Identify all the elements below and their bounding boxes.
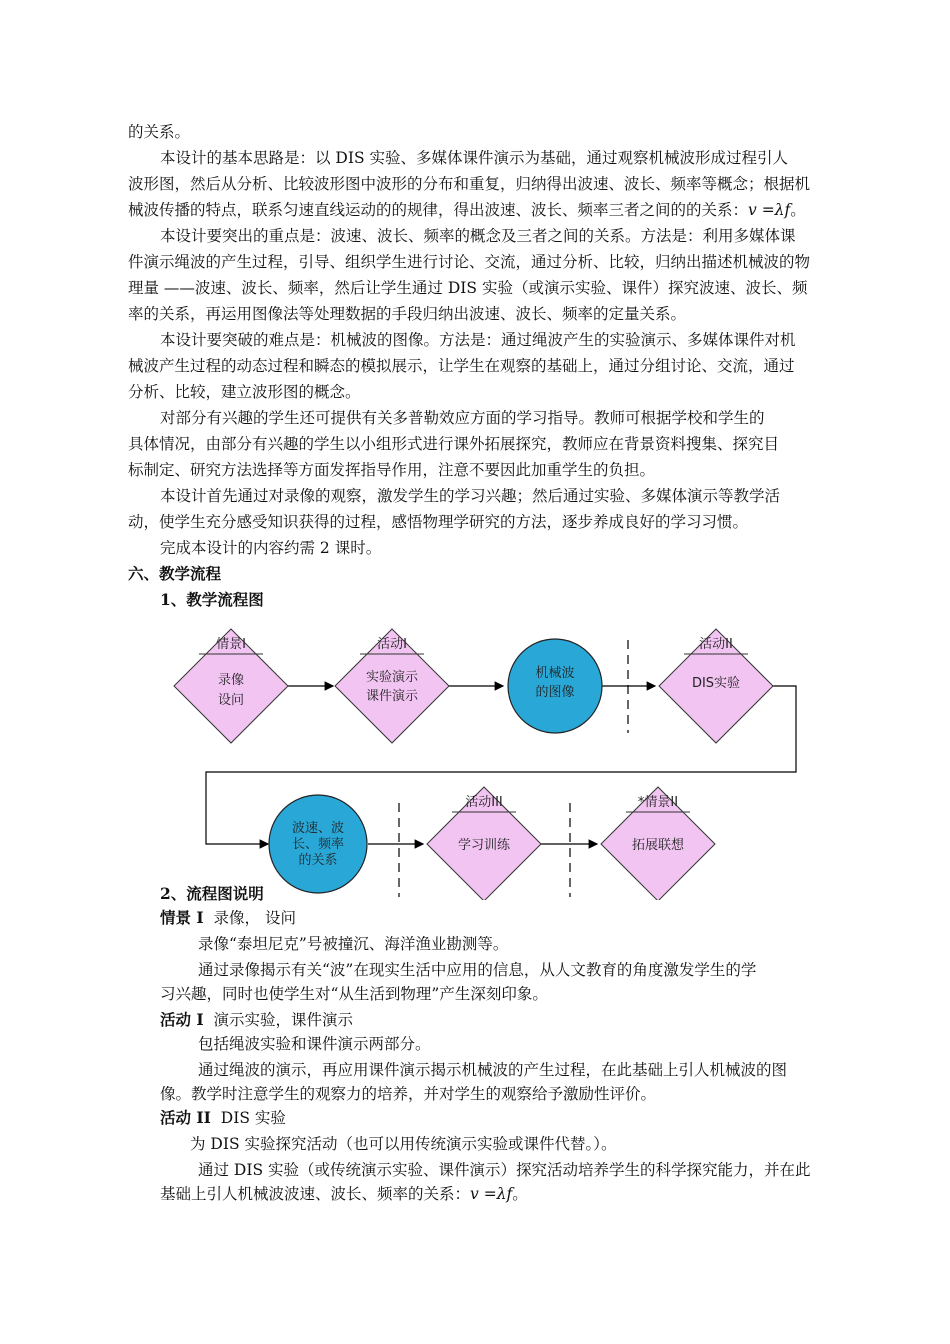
text-line: 动，使学生充分感受知识获得的过程，感悟物理学研究的方法，逐步养成良好的学习习惯。 bbox=[128, 513, 749, 531]
formula: v =λf bbox=[470, 1185, 513, 1203]
node-label: 录像 bbox=[217, 673, 245, 688]
flow-node-wave-graph bbox=[508, 639, 602, 733]
text-line bbox=[160, 1182, 528, 1206]
formula: v =λf bbox=[748, 201, 791, 219]
text-line: 本设计首先通过对录像的观察，激发学生的学习兴趣；然后通过实验、多媒体演示等教学活 bbox=[160, 487, 781, 505]
text-span: 。 bbox=[790, 201, 806, 219]
text-line: 包括绳波实验和课件演示两部分。 bbox=[198, 1035, 431, 1053]
node-label: 拓展联想 bbox=[631, 838, 685, 853]
text-line: 械波产生过程的动态过程和瞬态的模拟展示，让学生在观察的基础上，通过分组讨论、交流，通过 bbox=[128, 357, 795, 375]
node-label: 课件演示 bbox=[365, 689, 419, 704]
node-title: 活动II bbox=[699, 637, 733, 652]
text-line: 通过录像揭示有关“波”在现实生活中应用的信息，从人文教育的角度激发学生的学 bbox=[198, 961, 757, 979]
flow-node-wave-relation bbox=[269, 795, 367, 893]
node-label: DIS实验 bbox=[691, 676, 741, 691]
text-span: 。 bbox=[512, 1185, 528, 1203]
node-title: 活动III bbox=[465, 795, 503, 810]
text-line: 本设计要突破的难点是：机械波的图像。方法是：通过绳波产生的实验演示、多媒体课件对机 bbox=[160, 331, 796, 349]
node-label: 波速、波 bbox=[291, 821, 345, 836]
node-label: 长、频率 bbox=[291, 837, 345, 852]
node-label: 机械波 bbox=[535, 666, 575, 681]
flow-node-scene-2 bbox=[601, 787, 715, 900]
text-line: 通过绳波的演示，再应用课件演示揭示机械波的产生过程，在此基础上引人机械波的图 bbox=[198, 1061, 788, 1079]
flow-node-activity-3 bbox=[427, 787, 541, 900]
desc-heading-label: 活动 I bbox=[160, 1010, 204, 1029]
desc-heading-label: 活动 II bbox=[160, 1108, 211, 1127]
text-line bbox=[128, 198, 806, 222]
desc-heading bbox=[160, 1106, 286, 1130]
text-line: 的关系。 bbox=[128, 123, 191, 141]
text-line: 波形图，然后从分析、比较波形图中波形的分布和重复，归纳得出波速、波长、频率等概念；根据机 bbox=[128, 175, 811, 193]
text-line: 习兴趣，同时也使学生对“从生活到物理”产生深刻印象。 bbox=[160, 985, 548, 1003]
desc-heading-label: 情景 I bbox=[160, 908, 204, 927]
text-line: 本设计的基本思路是：以 DIS 实验、多媒体课件演示为基础，通过观察机械波形成过程引人 bbox=[160, 149, 789, 167]
text-span: 械波传播的特点，联系匀速直线运动的的规律，得出波速、波长、频率三者之间的的关系： bbox=[128, 201, 749, 219]
text-line: 为 DIS 实验探究活动（也可以用传统演示实验或课件代替。）。 bbox=[190, 1135, 617, 1153]
flow-node-activity-2 bbox=[659, 629, 773, 743]
text-line: 率的关系，再运用图像法等处理数据的手段归纳出波速、波长、频率的定量关系。 bbox=[128, 305, 687, 323]
node-label: 实验演示 bbox=[365, 670, 419, 685]
node-label: 学习训练 bbox=[457, 838, 511, 853]
text-line: 理量 ——波速、波长、频率，然后让学生通过 DIS 实验（或演示实验、课件）探究波速、波长、频 bbox=[128, 279, 808, 297]
node-title: 情景I bbox=[216, 637, 246, 652]
flow-node-scene-1 bbox=[174, 629, 288, 743]
flow-node-activity-1 bbox=[335, 629, 449, 743]
node-label: 的关系 bbox=[298, 853, 338, 868]
text-line: 像。教学时注意学生的观察力的培养，并对学生的观察给予激励性评价。 bbox=[160, 1085, 657, 1103]
node-title: *情景II bbox=[637, 795, 679, 810]
text-line: 通过 DIS 实验（或传统演示实验、课件演示）探究活动培养学生的科学探究能力，并在此 bbox=[198, 1161, 811, 1179]
flow-chart bbox=[170, 625, 810, 900]
node-label: 设问 bbox=[217, 693, 245, 708]
desc-heading-text: 录像， 设问 bbox=[213, 909, 296, 927]
text-line: 标制定、研究方法选择等方面发挥指导作用，注意不要因此加重学生的负担。 bbox=[128, 461, 656, 479]
section-title: 六、教学流程 bbox=[128, 564, 222, 583]
desc-heading-text: 演示实验，课件演示 bbox=[213, 1011, 354, 1029]
desc-heading bbox=[160, 906, 296, 930]
subsection-title: 1、教学流程图 bbox=[160, 590, 264, 609]
text-line: 完成本设计的内容约需 2 课时。 bbox=[160, 539, 382, 557]
text-line: 对部分有兴趣的学生还可提供有关多普勒效应方面的学习指导。教师可根据学校和学生的 bbox=[160, 409, 765, 427]
desc-heading bbox=[160, 1008, 353, 1032]
text-line: 分析、比较，建立波形图的概念。 bbox=[128, 383, 361, 401]
node-title: 活动I bbox=[377, 637, 407, 652]
text-span: 基础上引人机械波波速、波长、频率的关系： bbox=[160, 1185, 471, 1203]
node-label: 的图像 bbox=[535, 685, 575, 700]
subsection-title: 2、流程图说明 bbox=[160, 884, 264, 903]
desc-heading-text: DIS 实验 bbox=[220, 1109, 286, 1127]
text-line: 具体情况，由部分有兴趣的学生以小组形式进行课外拓展探究，教师应在背景资料搜集、探究目 bbox=[128, 435, 780, 453]
text-line: 本设计要突出的重点是：波速、波长、频率的概念及三者之间的关系。方法是：利用多媒体课 bbox=[160, 227, 796, 245]
text-line: 录像“泰坦尼克”号被撞沉、海洋渔业勘测等。 bbox=[198, 935, 509, 953]
text-line: 件演示绳波的产生过程，引导、组织学生进行讨论、交流，通过分析、比较，归纳出描述机械波的物 bbox=[128, 253, 811, 271]
